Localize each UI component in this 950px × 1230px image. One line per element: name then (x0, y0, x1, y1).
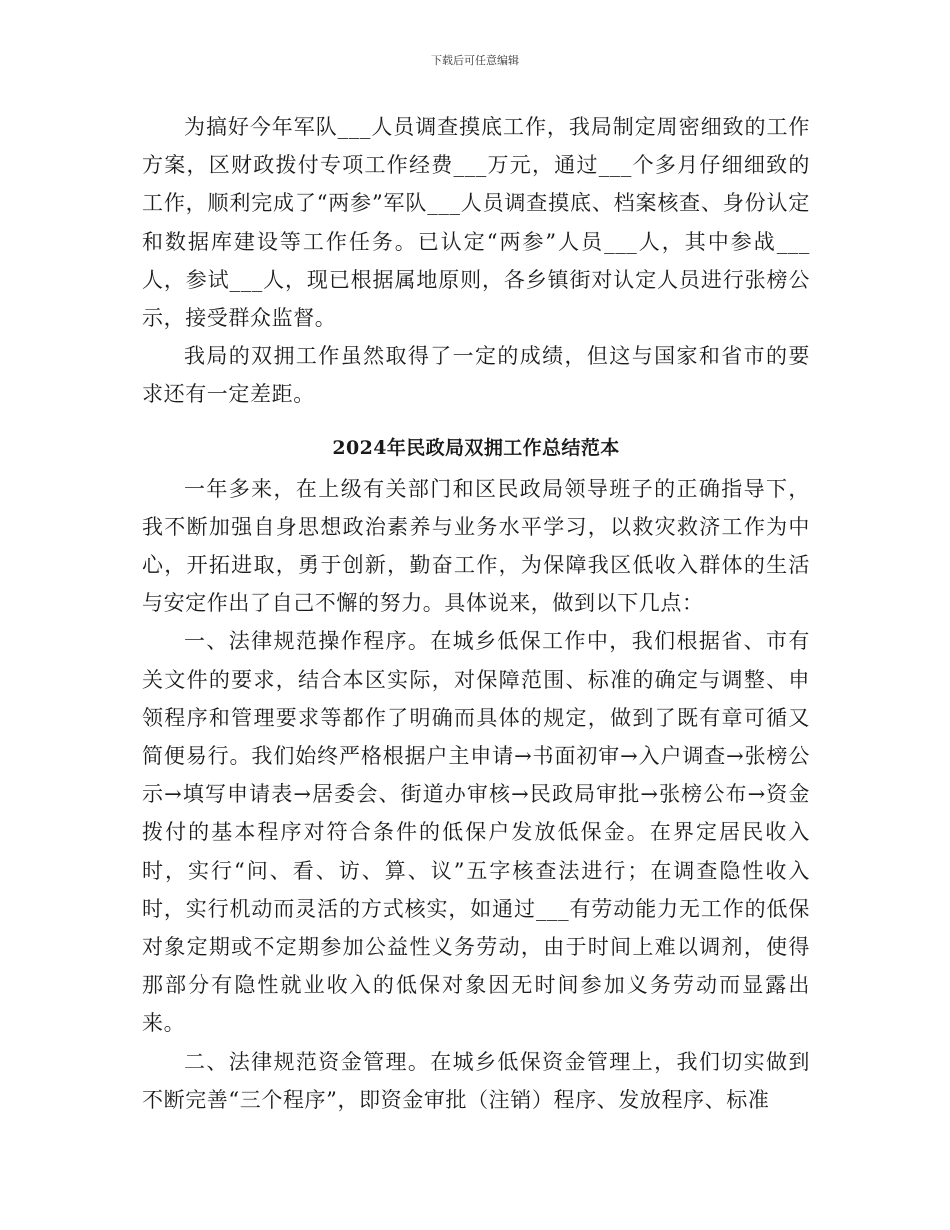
body-paragraph: 我局的双拥工作虽然取得了一定的成绩，但这与国家和省市的要求还有一定差距。 (142, 344, 810, 407)
section-title: 2024年民政局双拥工作总结范本 (332, 436, 620, 459)
body-paragraph: 二、法律规范资金管理。在城乡低保资金管理上，我们切实做到不断完善“三个程序”，即资金审批（注销）程序、发放程序、标准 (142, 1049, 810, 1112)
body-paragraph: 一年多来，在上级有关部门和区民政局领导班子的正确指导下，我不断加强自身思想政治素养与业务水平学习，以救灾救济工作为中心，开拓进取，勇于创新，勤奋工作，为保障我区低收入群体的生活与安定作出了自己不懈的努力。具体说来，做到以下几点： (142, 476, 810, 616)
document-body (142, 108, 810, 1119)
body-paragraph: 一、法律规范操作程序。在城乡低保工作中，我们根据省、市有关文件的要求，结合本区实际，对保障范围、标准的确定与调整、申领程序和管理要求等都作了明确而具体的规定，做到了既有章可循又简便易行。我们始终严格根据户主申请→书面初审→入户调查→张榜公示→填写申请表→居委会、街道办审核→民政局审批→张榜公布→资金拨付的基本程序对符合条件的低保户发放低保金。在界定居民收入时，实行“问、看、访、算、议”五字核查法进行；在调查隐性收入时，实行机动而灵活的方式核实，如通过___有劳动能力无工作的低保对象定期或不定期参加公益性义务劳动，由于时间上难以调剂，使得那部分有隐性就业收入的低保对象因无时间参加义务劳动而显露出来。 (142, 629, 810, 1036)
body-paragraph: 为搞好今年军队___人员调查摸底工作，我局制定周密细致的工作方案，区财政拨付专项工作经费___万元，通过___个多月仔细细致的工作，顺利完成了“两参”军队___人员调查摸底、档案核查、身份认定和数据库建设等工作任务。已认定“两参”人员___人，其中参战___人，参试___人，现已根据属地原则，各乡镇街对认定人员进行张榜公示，接受群众监督。 (142, 115, 810, 331)
header-note: 下载后可任意编辑 (431, 54, 519, 67)
